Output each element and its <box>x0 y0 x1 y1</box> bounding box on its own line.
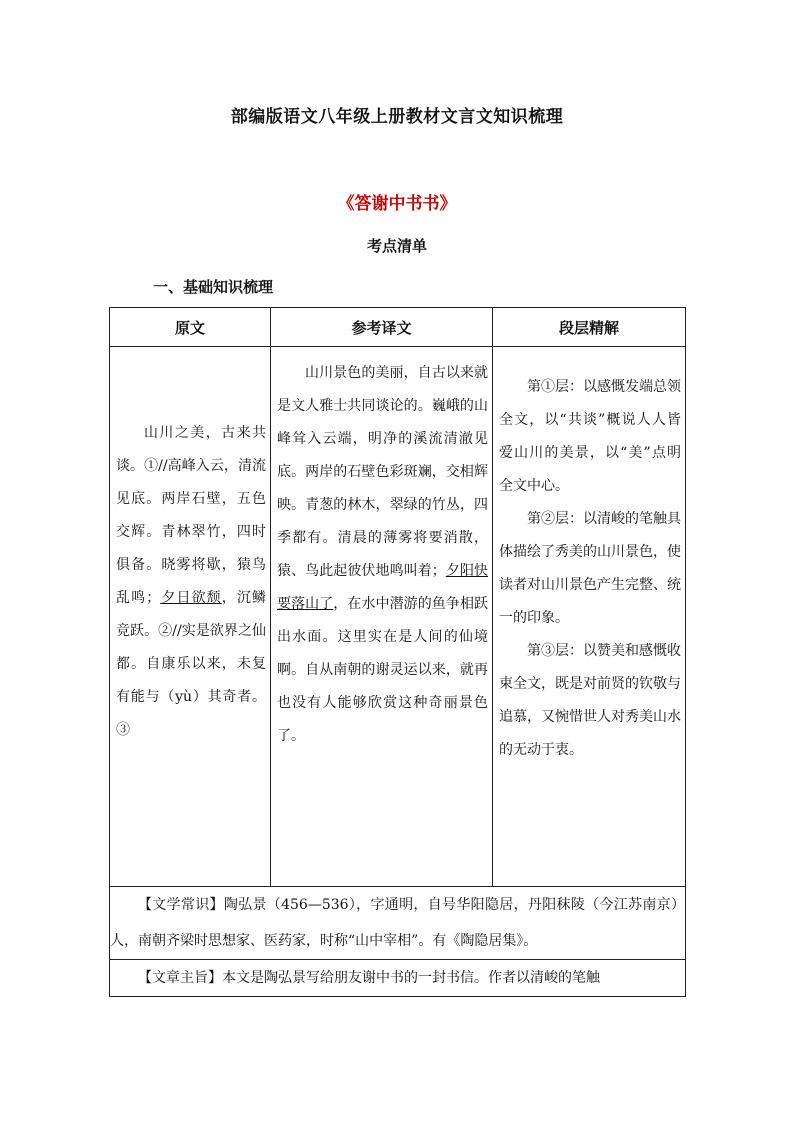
analysis-layer-2: 第②层：以清峻的笔触具体描绘了秀美的山川景色，使读者对山川景色产生完整、统一的印象。 <box>499 511 681 626</box>
analysis-text <box>493 347 685 767</box>
subtitle: 考点清单 <box>366 237 427 255</box>
translation-underlined: 夕阳快要落山了 <box>277 563 489 612</box>
literary-knowledge: 【文学常识】陶弘景（456—536），字通明，自号华阳隐居，丹阳秣陵（今江苏南京）人，南朝齐梁时思想家、医药家，时称“山中宰相”。有《陶隐居集》。 <box>110 887 686 960</box>
analysis-layer-3: 第③层：以赞美和感慨收束全文，既是对前贤的钦敬与追慕，又惋惜世人对秀美山水的无动于衷。 <box>499 643 681 758</box>
analysis-cell <box>493 347 686 887</box>
article-theme: 【文章主旨】本文是陶弘景写给朋友谢中书的一封书信。作者以清峻的笔触 <box>110 960 686 997</box>
literary-knowledge-row <box>110 887 686 960</box>
header-analysis: 段层精解 <box>493 308 686 347</box>
translation-cell <box>271 347 493 887</box>
heading-basic-knowledge: 一、基础知识梳理 <box>153 278 274 296</box>
table-content-row <box>110 347 686 887</box>
header-translation: 参考译文 <box>271 308 493 347</box>
document-title: 部编版语文八年级上册教材文言文知识梳理 <box>230 107 564 127</box>
analysis-layer-1: 第①层：以感慨发端总领全文，以“共谈”概说人人皆爱山川的美景，以“美”点明全文中心。 <box>499 379 681 494</box>
original-text-part1: 山川之美，古来共谈。①//高峰入云，清流见底。两岸石壁，五色交辉。青林翠竹，四时俱备。晓雾将歇，猿鸟乱鸣； <box>116 425 266 606</box>
theme-row <box>110 960 686 997</box>
original-text-part2: ，沉鳞竞跃。②//实是欲界之仙都。自康乐以来，未复有能与（yù）其奇者。③ <box>116 590 267 738</box>
section-title: 《答谢中书书》 <box>337 194 457 214</box>
original-text-underlined: 夕日欲颓 <box>160 590 222 606</box>
translation-part2: ，在水中潜游的鱼争相跃出水面。这里实在是人间的仙境啊。自从南朝的谢灵运以来，就再也没有人能够欣赏这种奇丽景色了。 <box>277 596 489 744</box>
knowledge-table <box>109 307 686 997</box>
original-text <box>110 347 270 747</box>
translation-text <box>271 347 492 753</box>
original-text-cell <box>110 347 271 887</box>
table-header-row <box>110 308 686 347</box>
header-original: 原文 <box>110 308 271 347</box>
translation-part1: 山川景色的美丽，自古以来就是文人雅士共同谈论的。巍峨的山峰耸入云端，明净的溪流清澈见底。两岸的石壁色彩斑斓，交相辉映。青葱的林木，翠绿的竹丛，四季都有。清晨的薄雾将要消散，猿、鸟此起彼伏地鸣叫着； <box>277 365 488 579</box>
